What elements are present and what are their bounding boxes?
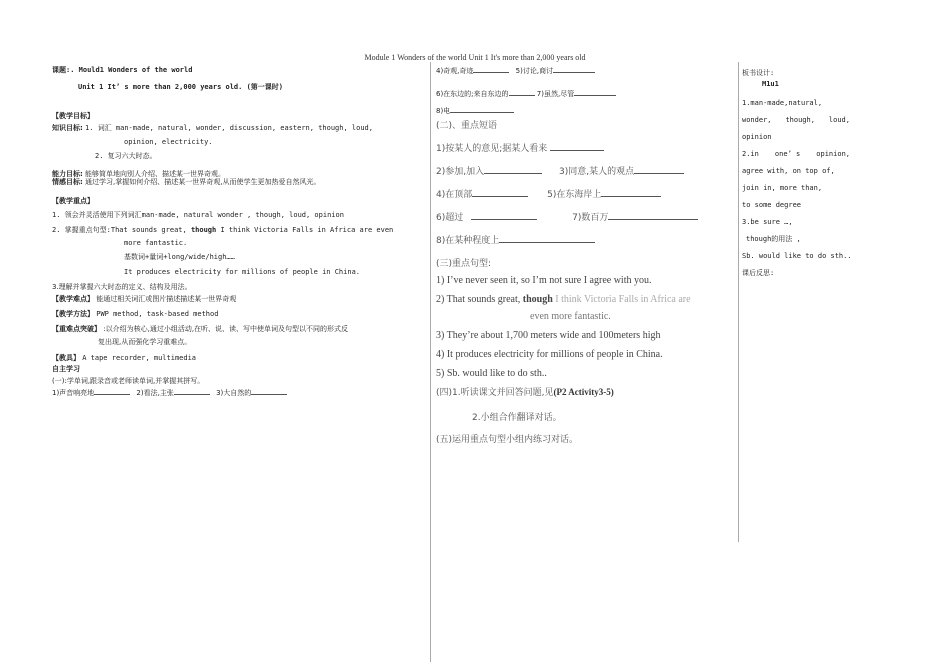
phrase-6-blank[interactable]	[471, 219, 537, 220]
board-item-1: 1.man-made,natural,	[742, 99, 823, 107]
difficult-text: 能通过相关词汇或图片描述描述某一世界奇观	[96, 295, 237, 304]
phrase-3-blank[interactable]	[634, 173, 684, 174]
key-2-pre: 2. 掌握重点句型:That sounds great,	[52, 225, 187, 234]
vocab-5-blank[interactable]	[553, 72, 595, 73]
part4-bold: (P2 Activity3-5)	[553, 387, 614, 397]
key-3: 3.理解并掌握六大时态的定义、结构及用法。	[52, 282, 192, 291]
vocab-1-label: 1)声音响亮地	[52, 388, 95, 397]
difficult-label: 【教学难点】	[52, 295, 94, 304]
knowledge-1: 1. 词汇 man-made, natural, wonder, discussion, eastern, though, loud,	[85, 124, 373, 133]
phrase-row-4	[436, 210, 736, 223]
board-item-3: 3.be sure …,	[742, 218, 793, 226]
vocab-row-3	[436, 89, 736, 99]
breakthrough	[52, 325, 426, 334]
board-item-2-a: 2.in	[742, 150, 759, 158]
tools-label: 【教具】	[52, 354, 80, 363]
sentence-4: 4) It produces electricity for millions of people in China.	[436, 349, 663, 360]
difficult-points	[52, 295, 426, 304]
sentence-2	[436, 294, 736, 305]
board-item-2d: to some degree	[742, 201, 802, 209]
board-item-2c: join in, more than,	[742, 184, 823, 192]
board-heading: 板书设计:	[742, 69, 775, 77]
vocab-8-label: 8)电	[436, 107, 451, 115]
part4-2: 2.小组合作翻译对话。	[472, 413, 562, 423]
page-title: Module 1 Wonders of the world Unit 1 It's more than 2,000 years old	[364, 53, 586, 62]
breakthrough-text: :以介绍为核心,通过小组活动,在听、说、读、写中使单词及句型以不同的形式反	[103, 324, 349, 333]
middle-column	[436, 66, 736, 445]
phrase-6-label: 6)超过	[436, 213, 464, 223]
vocab-row-2	[436, 66, 736, 76]
emotion-label: 情感目标:	[52, 178, 83, 187]
part4-pre: (四)1.听读课文并回答问题,见	[436, 388, 554, 398]
part2-heading: (二)、重点短语	[436, 121, 498, 131]
vocab-5-label: 5)讨论,商讨	[515, 67, 554, 75]
phrase-4-blank[interactable]	[472, 196, 528, 197]
key-heading: 【教学重点】	[52, 197, 94, 205]
reflection-label: 课后反思:	[742, 269, 775, 277]
board-item-3c: Sb. would like to do sth..	[742, 252, 852, 260]
column-divider-right	[738, 62, 739, 542]
board-item-1b	[742, 117, 850, 124]
phrase-8-label: 8)在某种程度上	[436, 236, 500, 246]
ability-goal	[52, 170, 426, 179]
vocab-3-blank[interactable]	[251, 394, 287, 395]
vocab-6-label: 6)在东边的;来自东边的	[436, 90, 509, 98]
phrase-2-blank[interactable]	[484, 173, 542, 174]
self-study-heading: 自主学习	[52, 365, 80, 373]
part5-line: (五)运用重点句型小组内练习对话。	[436, 435, 579, 445]
phrase-4-label: 4)在顶部	[436, 190, 473, 200]
part4-line	[436, 385, 736, 398]
board-item-1b-c: loud,	[828, 116, 850, 124]
goals-heading: 【教学目标】	[52, 111, 94, 120]
vocab-row-4	[436, 106, 736, 116]
ability-text: 能够简单地向别人介绍、描述某一世界奇观。	[85, 169, 226, 178]
vocab-7-label: 7)虽然,尽管	[536, 90, 575, 98]
vocab-2-blank[interactable]	[174, 394, 210, 395]
vocab-row-1	[52, 389, 426, 398]
board-item-1c: opinion	[742, 133, 772, 141]
key-2-bold: though	[190, 225, 217, 234]
knowledge-2: 2. 复习六大时态。	[95, 151, 157, 160]
phrase-1-label: 1)按某人的意见;据某人看来	[436, 144, 548, 154]
knowledge-label: 知识目标:	[52, 124, 83, 133]
board-item-2-c: opinion,	[816, 150, 850, 158]
knowledge-goal	[52, 124, 426, 133]
vocab-2-label: 2)看法,主张	[136, 388, 174, 397]
lesson-subtitle: Unit 1 It’ s more than 2,000 years old. (第一课时)	[78, 82, 284, 91]
emotion-goal	[52, 178, 426, 187]
method-label: 【教学方法】	[52, 310, 94, 318]
phrase-row-1	[436, 141, 736, 154]
key-2c: 基数词+量词+long/wide/high……	[124, 253, 235, 261]
teaching-tools	[52, 354, 426, 363]
phrase-1-blank[interactable]	[550, 150, 604, 151]
board-item-2	[742, 151, 850, 158]
board-item-2b: agree with, on top of,	[742, 167, 835, 175]
teaching-method	[52, 310, 426, 319]
key-2-post: I think Victoria Falls in Africa are even	[220, 225, 394, 234]
phrase-row-5	[436, 233, 736, 246]
phrase-3-label: 3)同意,某人的观点	[558, 167, 635, 177]
phrase-row-3	[436, 187, 736, 200]
phrase-5-blank[interactable]	[601, 196, 661, 197]
column-divider-left	[430, 62, 431, 662]
vocab-1-blank[interactable]	[94, 394, 130, 395]
tools-text: A tape recorder, multimedia	[82, 354, 197, 363]
phrase-5-label: 5)在东海岸上	[547, 190, 602, 200]
vocab-4-label: 4)奇观,奇迹	[436, 67, 474, 75]
key-2d: It produces electricity for millions of people in China.	[124, 267, 361, 276]
sentence-2b: even more fantastic.	[530, 311, 611, 322]
phrase-8-blank[interactable]	[499, 242, 595, 243]
vocab-6-blank[interactable]	[509, 95, 535, 96]
board-item-1b-a: wonder,	[742, 116, 772, 124]
phrase-7-label: 7)数百万	[572, 213, 609, 223]
board-unit: M1u1	[762, 80, 779, 88]
sentence-2-post: I think Victoria Falls in Africa are	[555, 294, 691, 305]
vocab-7-blank[interactable]	[574, 95, 616, 96]
vocab-4-blank[interactable]	[473, 72, 509, 73]
breakthrough-label: 【重难点突破】	[52, 324, 101, 333]
part3-heading: (三)重点句型:	[436, 259, 492, 269]
board-item-1b-b: though,	[785, 116, 815, 124]
knowledge-1b: opinion, electricity.	[124, 138, 213, 146]
lesson-title: 课题:. Mould1 Wonders of the world	[52, 66, 193, 74]
sentence-2-bold: though	[522, 294, 553, 305]
phrase-7-blank[interactable]	[608, 219, 698, 220]
key-2b: more fantastic.	[124, 239, 188, 248]
method-text: PWP method, task-based method	[96, 310, 219, 318]
board-item-3b: though的用法 ,	[746, 235, 801, 243]
sentence-1: 1) I’ve never seen it, so I’m not sure I agree with you.	[436, 275, 652, 286]
board-item-2-b: one’ s	[774, 150, 801, 158]
emotion-text: 通过学习,掌握如何介绍、描述某一世界奇观,从而使学生更加热爱自然风光。	[85, 178, 321, 187]
vocab-8-blank[interactable]	[450, 112, 514, 113]
part1-instruction: (一):学单词,跟录音或老师读单词,并掌握其拼写。	[52, 376, 205, 385]
left-column	[52, 66, 426, 397]
ability-label: 能力目标:	[52, 169, 83, 178]
key-1: 1. 领会并灵活使用下列词汇man-made, natural wonder , though, loud, opinion	[52, 210, 344, 219]
phrase-2-label: 2)参加,加入	[436, 167, 485, 177]
sentence-5: 5) Sb. would like to do sth..	[436, 368, 547, 379]
vocab-3-label: 3)大自然的	[216, 388, 252, 397]
board-design-column	[742, 66, 862, 277]
key-2	[52, 226, 426, 235]
phrase-row-2	[436, 164, 736, 177]
sentence-2-pre: 2) That sounds great,	[436, 294, 521, 305]
breakthrough-text2: 复出现,从而强化学习重难点。	[98, 337, 192, 346]
sentence-3: 3) They’re about 1,700 meters wide and 100meters high	[436, 330, 661, 341]
